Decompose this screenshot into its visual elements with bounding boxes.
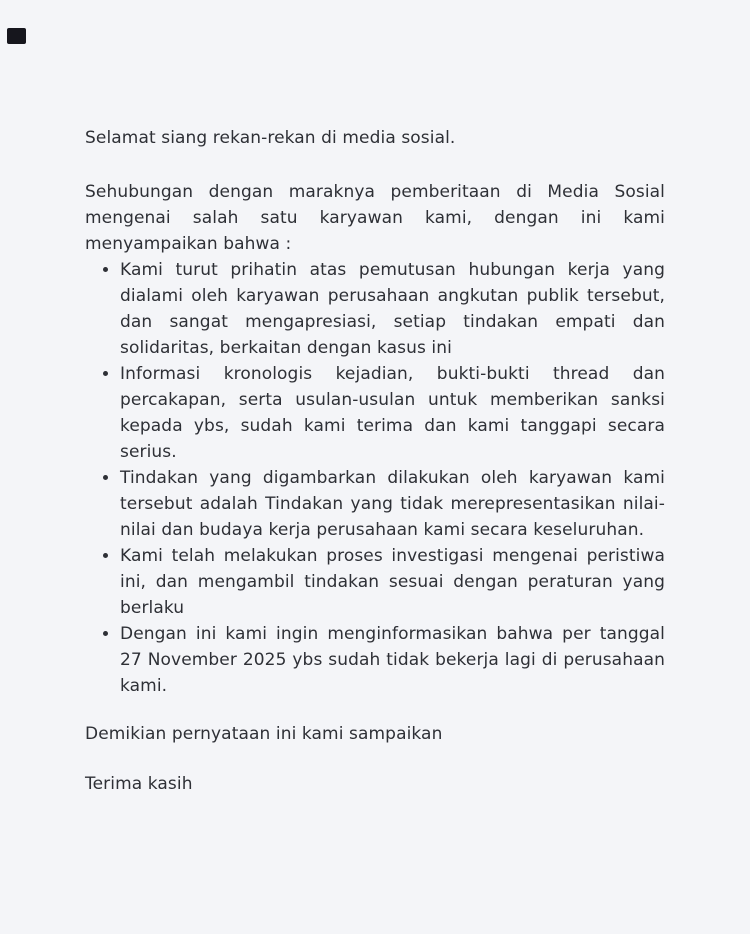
greeting-line: Selamat siang rekan-rekan di media sosial.	[85, 128, 456, 148]
statement-bullet-item: • Kami telah melakukan proses investigasi mengenai peristiwa ini, dan mengambil tindakan sesuai dengan peraturan yang berlaku	[120, 543, 665, 621]
statement-bullet-item: • Tindakan yang digambarkan dilakukan oleh karyawan kami tersebut adalah Tindakan yang tidak merepresentasikan nilai-nilai dan budaya kerja perusahaan kami secara keseluruhan.	[120, 465, 665, 543]
statement-bullet-item: • Kami turut prihatin atas pemutusan hubungan kerja yang dialami oleh karyawan perusahaan angkutan publik tersebut, dan sangat mengapresiasi, setiap tindakan empati dan solidaritas, berkaitan dengan kasus ini	[120, 257, 665, 361]
corner-mark	[7, 28, 26, 44]
intro-paragraph: Sehubungan dengan maraknya pemberitaan di Media Sosial mengenai salah satu karyawan kami, dengan ini kami menyampaikan bahwa :	[85, 182, 665, 254]
statement-bullet-item: • Informasi kronologis kejadian, bukti-bukti thread dan percakapan, serta usulan-usulan untuk memberikan sanksi kepada ybs, sudah kami terima dan kami tanggapi secara serius.	[120, 361, 665, 465]
closing-line: Demikian pernyataan ini kami sampaikan	[85, 724, 443, 744]
statement-document	[85, 125, 665, 797]
signoff-line: Terima kasih	[85, 774, 193, 794]
statement-bullet-list	[85, 257, 665, 699]
statement-bullet-item: • Dengan ini kami ingin menginformasikan bahwa per tanggal 27 November 2025 ybs sudah tidak bekerja lagi di perusahaan kami.	[120, 621, 665, 699]
